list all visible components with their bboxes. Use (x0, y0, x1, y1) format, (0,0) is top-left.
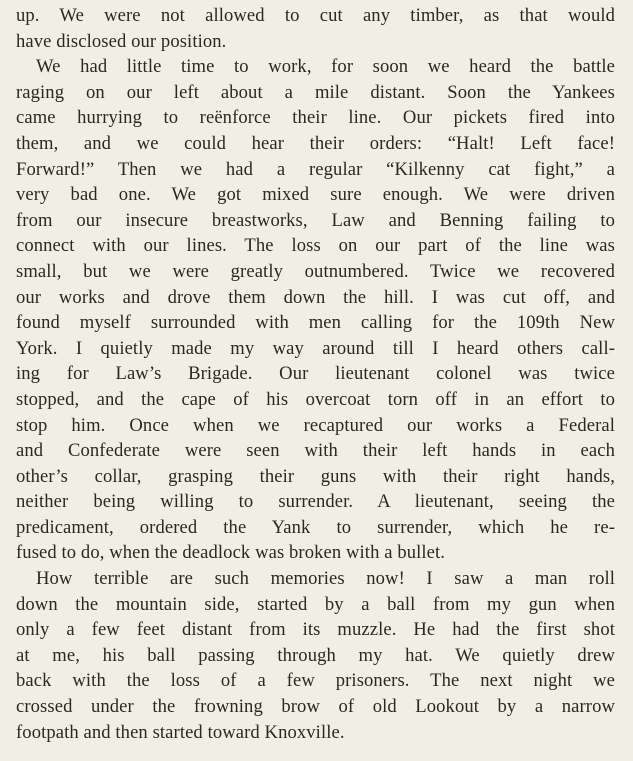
text-line: connect with our lines. The loss on our part of the line was (16, 235, 615, 257)
text-line: predicament, ordered the Yank to surrender, which he re- (16, 516, 615, 538)
text-line: neither being willing to surrender. A lieutenant, seeing the (16, 491, 615, 513)
text-line: back with the loss of a few prisoners. The next night we (16, 670, 615, 692)
text-line: and Confederate were seen with their left hands in each (16, 440, 615, 462)
text-line: footpath and then started toward Knoxville. (16, 721, 345, 743)
text-line: ing for Law’s Brigade. Our lieutenant colonel was twice (16, 363, 615, 385)
text-line: fused to do, when the deadlock was broken with a bullet. (16, 542, 446, 564)
text-line: We had little time to work, for soon we heard the battle (36, 56, 615, 78)
text-line: from our insecure breastworks, Law and Benning failing to (16, 209, 615, 231)
text-line: small, but we were greatly outnumbered. Twice we recovered (16, 260, 615, 282)
text-line: at me, his ball passing through my hat. We quietly drew (16, 644, 615, 666)
text-line: raging on our left about a mile distant. Soon the Yankees (16, 81, 615, 103)
text-line: very bad one. We got mixed sure enough. We were driven (16, 184, 615, 206)
text-line: stopped, and the cape of his overcoat torn off in an effort to (16, 388, 615, 410)
text-line: found myself surrounded with men calling for the 109th New (16, 312, 615, 334)
text-line: How terrible are such memories now! I saw a man roll (36, 568, 615, 590)
text-line: only a few feet distant from its muzzle. He had the first shot (16, 619, 615, 641)
text-line: came hurrying to reënforce their line. Our pickets fired into (16, 107, 615, 129)
text-line: have disclosed our position. (16, 30, 227, 52)
text-line: stop him. Once when we recaptured our works a Federal (16, 414, 615, 436)
text-line: down the mountain side, started by a ball from my gun when (16, 593, 615, 615)
text-line: them, and we could hear their orders: “Halt! Left face! (16, 132, 615, 154)
page-text-block (16, 3, 615, 745)
text-line: crossed under the frowning brow of old Lookout by a narrow (16, 696, 615, 718)
text-line: other’s collar, grasping their guns with their right hands, (16, 465, 615, 487)
text-line: up. We were not allowed to cut any timber, as that would (16, 5, 615, 26)
text-line: our works and drove them down the hill. I was cut off, and (16, 286, 615, 308)
text-line: Forward!” Then we had a regular “Kilkenny cat fight,” a (16, 158, 615, 180)
text-line: York. I quietly made my way around till I heard others call- (16, 337, 615, 359)
